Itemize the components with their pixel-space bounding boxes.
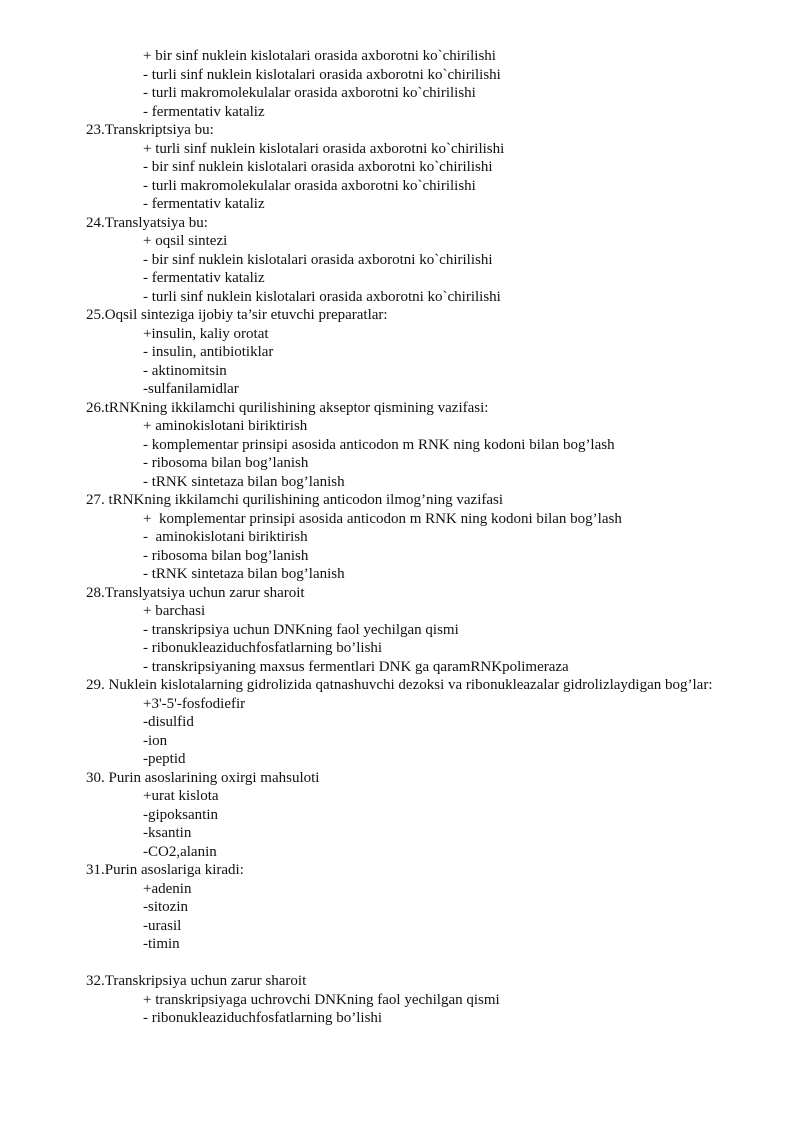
answer-option: - fermentativ kataliz <box>143 103 265 120</box>
answer-option: - ribonukleaziduchfosfatlarning bo’lishi <box>143 1010 383 1026</box>
answer-option: - ribonukleaziduchfosfatlarning bo’lishi <box>143 640 383 656</box>
answer-option: -urasil <box>143 917 182 934</box>
answer-option: - turli sinf nuklein kislotalari orasida axborotni ko`chirilishi <box>143 288 501 305</box>
answer-option: - fermentativ kataliz <box>143 270 265 286</box>
question-block <box>86 121 746 214</box>
answer-option-correct: + komplementar prinsipi asosida anticodon m RNK ning kodoni bilan bog’lash <box>143 510 622 527</box>
answer-option: - transkripsiya uchun DNKning faol yechilgan qismi <box>143 621 459 638</box>
answer-option: - aminokislotani biriktirish <box>143 529 308 545</box>
answer-option: - aktinomitsin <box>143 362 227 379</box>
answer-option: -sulfanilamidlar <box>143 381 239 397</box>
answer-option: - komplementar prinsipi asosida anticodon m RNK ning kodoni bilan bog’lash <box>143 436 615 453</box>
answer-option: - turli makromolekulalar orasida axborotni ko`chirilishi <box>143 85 476 101</box>
answer-option: - fermentativ kataliz <box>143 196 265 212</box>
answer-option: - transkripsiyaning maxsus fermentlari DNK ga qaramRNKpolimeraza <box>143 658 569 675</box>
question-title: 27. tRNKning ikkilamchi qurilishining anticodon ilmog’ning vazifasi <box>86 492 504 508</box>
answer-option: - bir sinf nuklein kislotalari orasida axborotni ko`chirilishi <box>143 251 493 268</box>
question-block <box>86 306 746 399</box>
question-title: 32.Transkripsiya uchun zarur sharoit <box>86 973 307 989</box>
answer-option: - insulin, antibiotiklar <box>143 344 274 360</box>
question-title: 26.tRNKning ikkilamchi qurilishining akseptor qismining vazifasi: <box>86 399 489 416</box>
answer-option-correct: + barchasi <box>143 603 206 619</box>
answer-option: - tRNK sintetaza bilan bog’lanish <box>143 566 345 582</box>
answer-option: - ribosoma bilan bog’lanish <box>143 455 309 471</box>
answer-option: - tRNK sintetaza bilan bog’lanish <box>143 473 345 490</box>
question-title: 28.Translyatsiya uchun zarur sharoit <box>86 584 305 601</box>
answer-option-correct: + oqsil sintezi <box>143 233 228 249</box>
answer-option: -disulfid <box>143 714 194 730</box>
question-block <box>86 584 746 677</box>
answer-option-correct: + bir sinf nuklein kislotalari orasida axborotni ko`chirilishi <box>143 48 496 64</box>
question-block <box>86 399 746 492</box>
answer-option: -CO2,alanin <box>143 843 217 860</box>
answer-option-correct: +insulin, kaliy orotat <box>143 325 269 342</box>
question-title: 25.Oqsil sinteziga ijobiy ta’sir etuvchi preparatlar: <box>86 307 388 323</box>
blank-line <box>86 954 746 973</box>
answer-option-correct: +3'-5'-fosfodiefir <box>143 695 246 712</box>
question-block <box>86 214 746 307</box>
answer-option-correct: +urat kislota <box>143 788 219 804</box>
question-title: 30. Purin asoslarining oxirgi mahsuloti <box>86 769 320 786</box>
question-block <box>86 47 746 121</box>
question-block <box>86 676 746 769</box>
question-block <box>86 861 746 954</box>
answer-option: - turli makromolekulalar orasida axborotni ko`chirilishi <box>143 177 476 194</box>
question-title: 31.Purin asoslariga kiradi: <box>86 862 244 878</box>
answer-option: -sitozin <box>143 899 188 915</box>
answer-option-correct: + aminokislotani biriktirish <box>143 418 308 434</box>
answer-option: -ksantin <box>143 825 192 841</box>
answer-option: - ribosoma bilan bog’lanish <box>143 547 309 564</box>
question-title: 29. Nuklein kislotalarning gidrolizida qatnashuvchi dezoksi va ribonukleazalar gidrolizlaydigan bog’lar: <box>86 677 713 693</box>
answer-option: - bir sinf nuklein kislotalari orasida axborotni ko`chirilishi <box>143 159 493 175</box>
answer-option-correct: + transkripsiyaga uchrovchi DNKning faol yechilgan qismi <box>143 991 500 1008</box>
question-block <box>86 972 746 1028</box>
answer-option-correct: + turli sinf nuklein kislotalari orasida axborotni ko`chirilishi <box>143 140 505 157</box>
question-title: 24.Translyatsiya bu: <box>86 214 208 231</box>
answer-option-correct: +adenin <box>143 880 192 897</box>
answer-option: -gipoksantin <box>143 806 218 823</box>
question-block <box>86 769 746 862</box>
answer-option: -timin <box>143 936 180 952</box>
question-title: 23.Transkriptsiya bu: <box>86 122 214 138</box>
answer-option: -ion <box>143 732 168 749</box>
question-block <box>86 491 746 584</box>
answer-option: -peptid <box>143 751 186 767</box>
answer-option: - turli sinf nuklein kislotalari orasida axborotni ko`chirilishi <box>143 66 501 83</box>
document-content <box>86 47 746 1028</box>
